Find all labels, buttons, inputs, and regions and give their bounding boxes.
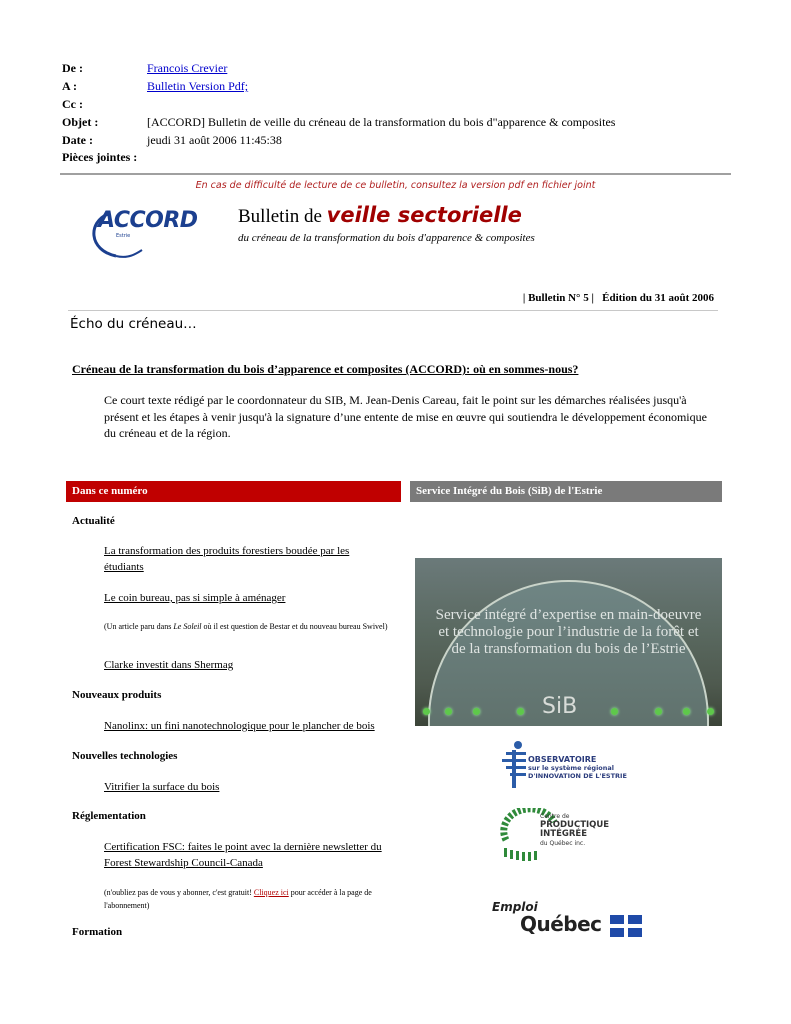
from-link[interactable]: Francois Crevier: [147, 61, 228, 75]
date-value: jeudi 31 août 2006 11:45:38: [147, 133, 282, 147]
note-soleil: [104, 620, 404, 633]
echo-heading: Écho du créneau…: [70, 316, 197, 332]
sib-banner-text: Service intégré d’expertise en main-doeuvre et technologie pour l’industrie de la forêt et de la transformation du bois de l’Estrie: [435, 607, 702, 657]
header-divider: [60, 173, 731, 175]
observatoire-text: [528, 756, 627, 780]
title-prefix: Bulletin de: [238, 206, 327, 227]
green-dot-icon: [655, 708, 662, 715]
attachments-label: Pièces jointes :: [62, 150, 138, 164]
section-formation: Formation: [72, 926, 123, 938]
green-dot-icon: [683, 708, 690, 715]
accord-logo: [86, 206, 196, 262]
logo-text: ACCORD: [98, 208, 198, 233]
cc-label: Cc :: [62, 97, 83, 111]
subscribe-link[interactable]: Cliquez ici: [253, 888, 289, 897]
from-label: De :: [62, 61, 83, 75]
quebec-text: Québec: [520, 912, 602, 936]
observatoire-icon: [498, 740, 528, 792]
observatoire-line2: sur le système régional: [528, 764, 615, 772]
note-abonnement-after: pour accéder à la page de l'abonnement): [104, 888, 372, 910]
emploi-quebec-logo[interactable]: [490, 898, 650, 943]
link-transformation[interactable]: La transformation des produits forestiers boudée par les étudiants: [104, 545, 350, 573]
sib-bar: Service Intégré du Bois (SiB) de l'Estrie: [410, 481, 722, 502]
note-abonnement: [104, 886, 399, 912]
date-label: Date :: [62, 133, 93, 147]
note-soleil-before: (Un article paru dans: [104, 622, 174, 631]
productique-line3: du Québec inc.: [540, 840, 586, 847]
section-nouveaux-produits: Nouveaux produits: [72, 689, 162, 701]
section-reglementation: Réglementation: [72, 810, 146, 822]
logo-sub: Estrie: [116, 233, 131, 239]
green-dot-icon: [423, 708, 430, 715]
link-nanolinx[interactable]: Nanolinx: un fini nanotechnologique pour le plancher de bois: [104, 720, 375, 732]
to-link[interactable]: Bulletin Version Pdf;: [147, 79, 249, 93]
green-dot-icon: [445, 708, 452, 715]
link-coin-bureau[interactable]: Le coin bureau, pas si simple à aménager: [104, 592, 286, 604]
observatoire-line1: OBSERVATOIRE: [528, 755, 597, 764]
article-body: Ce court texte rédigé par le coordonnateur du SIB, M. Jean-Denis Careau, fait le point sur les démarches réalisées jusqu'à présent et les étapes à venir jusqu'à la signature d’une entente de mise en œuvre qui soutiendra le développement économique du créneau et de la région.: [104, 393, 707, 440]
bulletin-subtitle: du créneau de la transformation du bois d'apparence & composites: [238, 232, 535, 244]
in-this-issue-bar: Dans ce numéro: [66, 481, 401, 502]
section-divider: [68, 310, 718, 311]
green-dot-icon: [473, 708, 480, 715]
productique-text: [540, 812, 648, 848]
subject-label: Objet :: [62, 115, 99, 129]
quebec-flag-icon: [610, 915, 642, 937]
note-abonnement-before: (n'oubliez pas de vous y abonner, c'est gratuit!: [104, 888, 254, 897]
emploi-text: Emploi: [492, 900, 538, 914]
green-dot-icon: [707, 708, 714, 715]
section-actualite: Actualité: [72, 515, 115, 527]
note-soleil-italic: Le Soleil: [173, 622, 202, 631]
observatoire-logo[interactable]: [498, 740, 648, 792]
section-nouvelles-technologies: Nouvelles technologies: [72, 750, 178, 762]
sib-banner[interactable]: [415, 558, 722, 726]
article-title-link[interactable]: Créneau de la transformation du bois d’apparence et composites (ACCORD): où en sommes-nous?: [72, 362, 579, 376]
observatoire-line3: D'INNOVATION DE L'ESTRIE: [528, 772, 627, 780]
subject-value: [ACCORD] Bulletin de veille du créneau de la transformation du bois d"apparence & composites: [147, 115, 616, 129]
sib-name: SiB: [542, 694, 578, 719]
bulletin-title: [238, 203, 522, 228]
pdf-notice: En cas de difficulté de lecture de ce bulletin, consultez la version pdf en fichier joint: [195, 180, 596, 191]
link-clarke[interactable]: Clarke investit dans Shermag: [104, 659, 234, 671]
link-vitrifier[interactable]: Vitrifier la surface du bois: [104, 781, 220, 793]
title-accent: veille sectorielle: [326, 203, 522, 227]
green-dot-icon: [517, 708, 524, 715]
note-soleil-after: où il est question de Bestar et du nouveau bureau Swivel): [201, 622, 388, 631]
bulletin-info: | Bulletin N° 5 | Édition du 31 août 2006: [522, 292, 714, 304]
green-dot-icon: [611, 708, 618, 715]
to-label: A :: [62, 79, 77, 93]
productique-line2: PRODUCTIQUE INTÉGRÉE: [540, 820, 610, 839]
productique-line1: Centre de: [540, 813, 570, 820]
productique-logo[interactable]: [498, 808, 648, 868]
link-fsc[interactable]: Certification FSC: faites le point avec la dernière newsletter du Forest Stewardship Council-Canada: [104, 841, 382, 869]
